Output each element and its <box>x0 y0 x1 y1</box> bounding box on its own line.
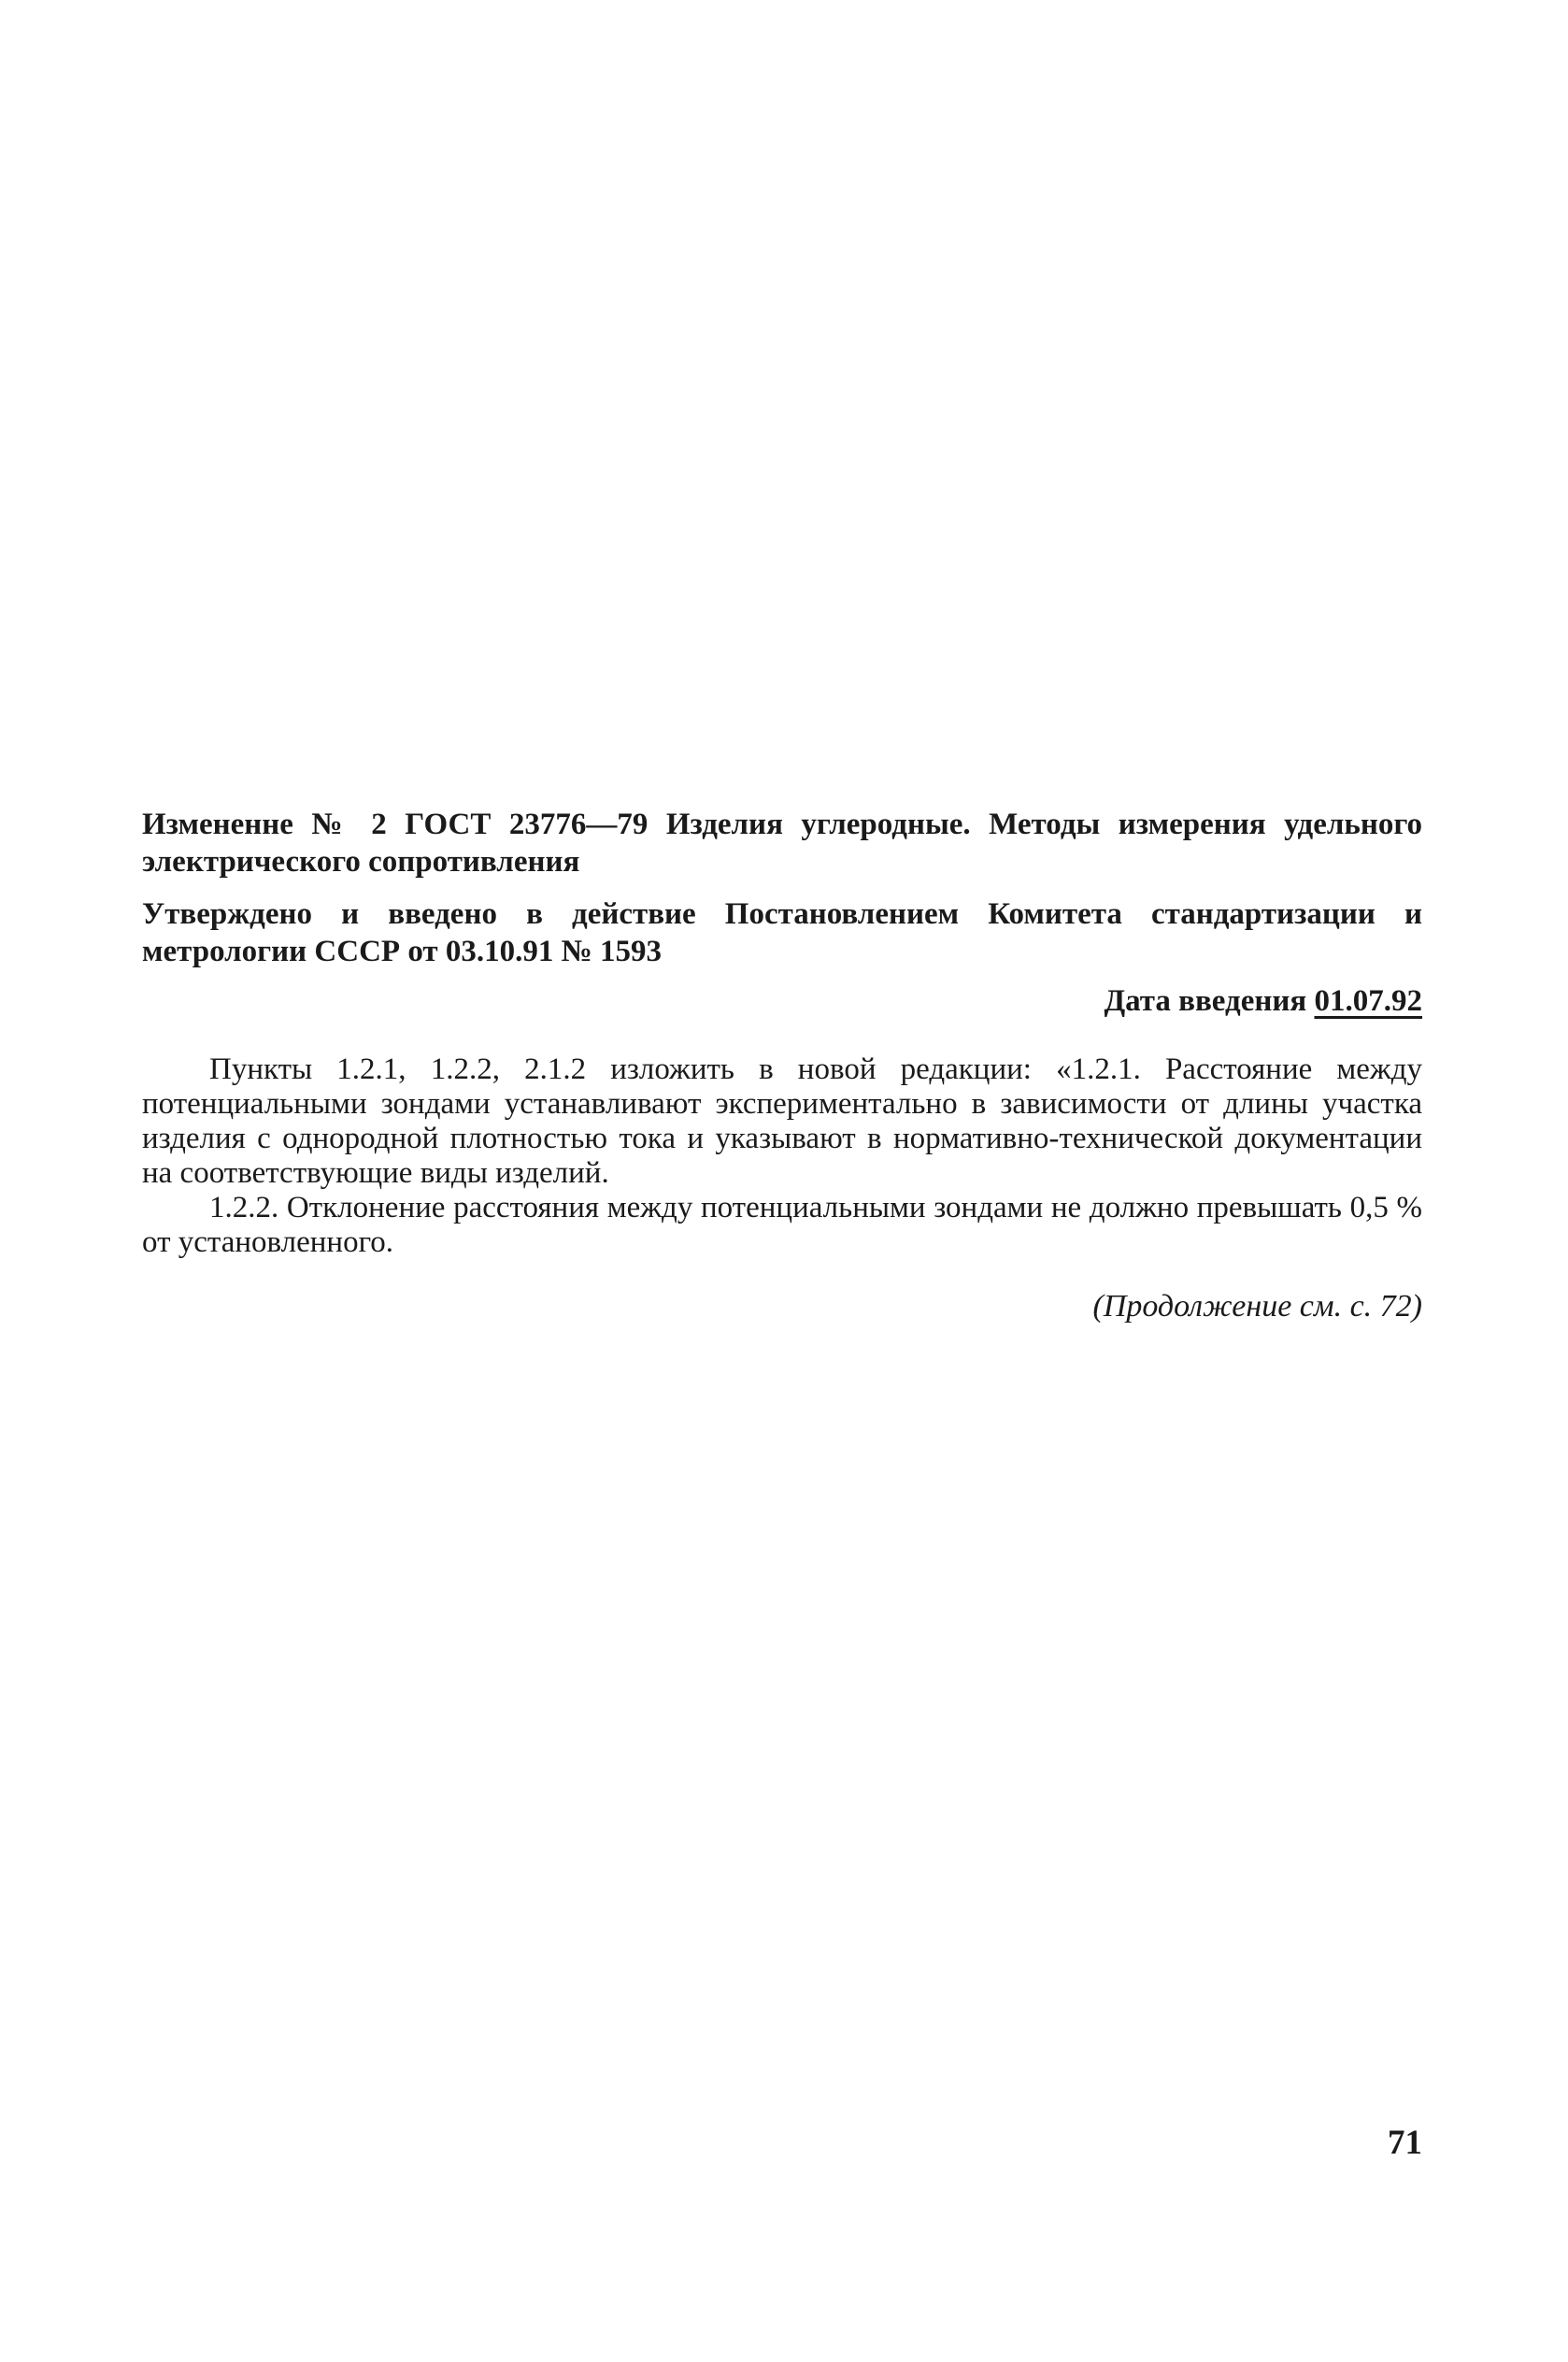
approval-statement: Утверждено и введено в действие Постановлением Комитета стандартизации и метрологии СССР от 03.10.91 № 1593 <box>142 897 1422 968</box>
paragraph: Пункты 1.2.1, 1.2.2, 2.1.2 изложить в новой редакции: «1.2.1. Расстояние между потенциальными зондами устанавливают экспериментально в зависимости от длины участка изделия с однородной плотностью тока и указывают в нормативно-технической документации на соответствующие виды изделий. <box>142 1052 1422 1190</box>
body-text <box>142 1052 1422 1260</box>
paragraph: 1.2.2. Отклонение расстояния между потенциальными зондами не должно превышать 0,5 % от установленного. <box>142 1191 1422 1259</box>
page-number: 71 <box>1388 2124 1422 2162</box>
document-content <box>142 806 1422 1325</box>
document-title: Измененне № 2 ГОСТ 23776—79 Изделия углеродные. Методы измерения удельного электрического сопротивления <box>142 808 1422 879</box>
date-value: 01.07.92 <box>1314 984 1422 1018</box>
continuation-note: (Продолжение см. с. 72) <box>1092 1289 1422 1324</box>
introduction-date <box>142 981 1422 1021</box>
date-label: Дата введения <box>1104 984 1315 1018</box>
